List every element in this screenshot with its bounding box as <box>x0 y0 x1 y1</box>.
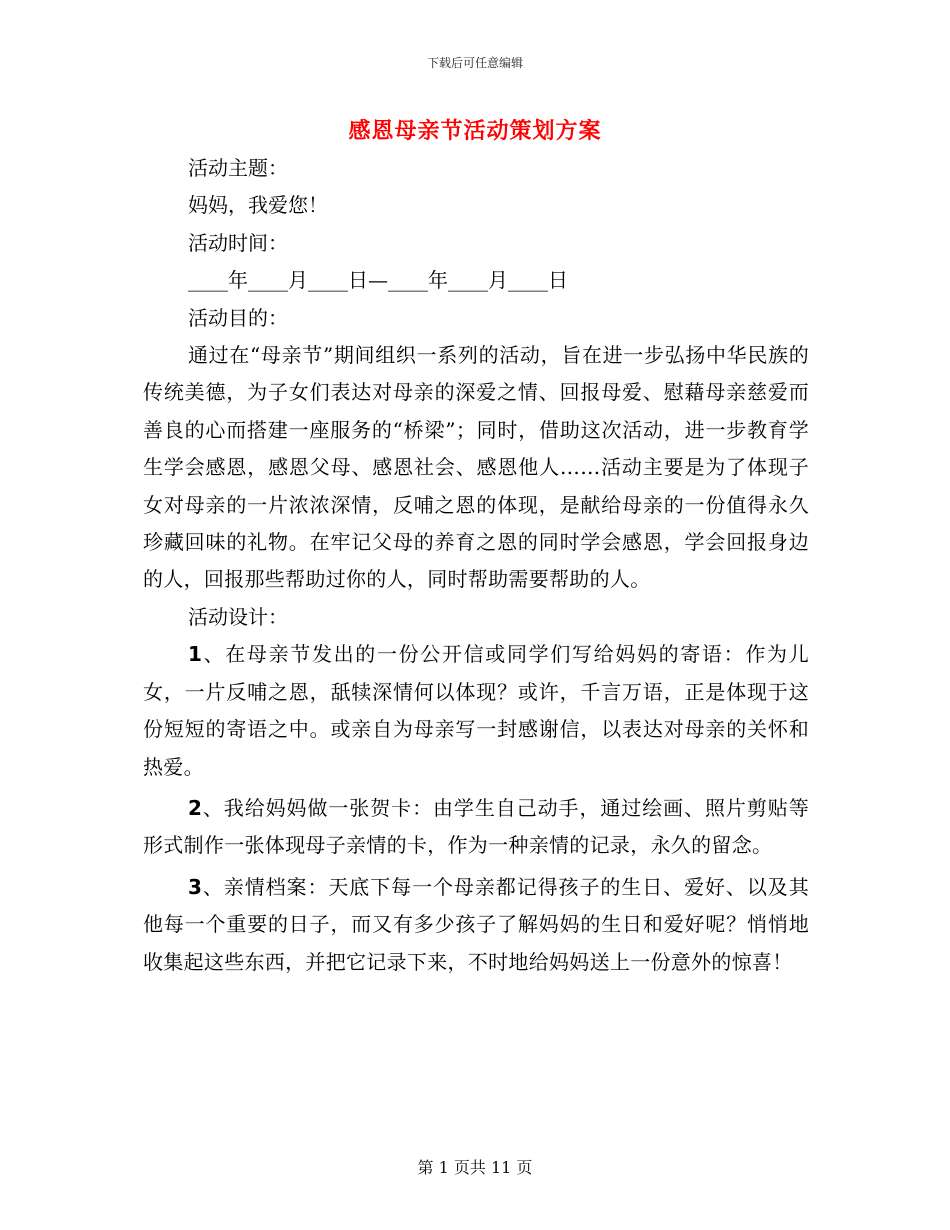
document-title: 感恩母亲节活动策划方案 <box>348 118 602 144</box>
document-body <box>143 150 809 981</box>
design-item-text: 、亲情档案：天底下每一个母亲都记得孩子的生日、爱好、以及其他每一个重要的日子，而又有多少孩子了解妈妈的生日和爱好呢？悄悄地收集起这些东西，并把它记录下来，不时地给妈妈送上一份意外的惊喜！ <box>143 874 809 974</box>
design-item <box>143 636 809 786</box>
design-item-number: 1 <box>188 642 203 667</box>
time-value: ____年____月____日—____年____月____日 <box>188 268 568 293</box>
design-item-number: 2 <box>188 795 203 820</box>
time-label: 活动时间： <box>188 230 288 255</box>
page-footer: 第 1 页共 11 页 <box>417 1158 533 1177</box>
purpose-label: 活动目的： <box>188 305 288 330</box>
theme-label: 活动主题： <box>188 156 288 180</box>
design-item-number: 3 <box>188 874 203 899</box>
theme-value: 妈妈，我爱您！ <box>188 193 328 218</box>
design-item-text: 、我给妈妈做一张贺卡：由学生自己动手，通过绘画、照片剪贴等形式制作一张体现母子亲情的卡，作为一种亲情的记录，永久的留念。 <box>143 795 809 858</box>
design-item <box>143 869 809 981</box>
design-item <box>143 790 809 865</box>
design-label: 活动设计： <box>188 604 288 629</box>
header-note: 下载后可任意编辑 <box>426 56 523 70</box>
design-item-text: 、在母亲节发出的一份公开信或同学们写给妈妈的寄语：作为儿女，一片反哺之恩，舐犊深情何以体现？或许，千言万语，正是体现于这份短短的寄语之中。或亲自为母亲写一封感谢信，以表达对母亲的关怀和热爱。 <box>143 642 809 779</box>
purpose-paragraph: 通过在“母亲节”期间组织一系列的活动，旨在进一步弘扬中华民族的传统美德，为子女们表达对母亲的深爱之情、回报母爱、慰藉母亲慈爱而善良的心而搭建一座服务的“桥梁”；同时，借助这次活动，进一步教育学生学会感恩，感恩父母、感恩社会、感恩他人……活动主要是为了体现子女对母亲的一片浓浓深情，反哺之恩的体现，是献给母亲的一份值得永久珍藏回味的礼物。在牢记父母的养育之恩的同时学会感恩，学会回报身边的人，回报那些帮助过你的人，同时帮助需要帮助的人。 <box>143 343 809 592</box>
